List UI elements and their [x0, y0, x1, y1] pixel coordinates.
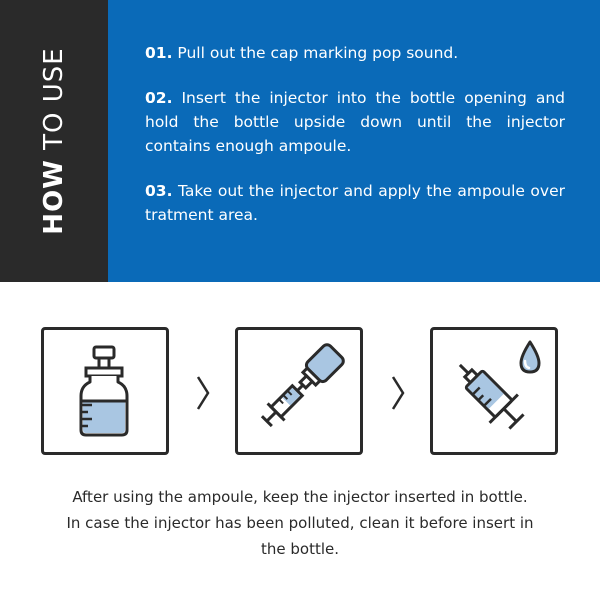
bottle-with-injector-icon [238, 330, 360, 452]
step-text: Insert the injector into the bottle opening and hold the bottle upside down until the injector contains enough ampoule. [145, 89, 565, 155]
step-2-illustration [235, 327, 363, 455]
step-text: Pull out the cap marking pop sound. [172, 44, 459, 62]
step-text: Take out the injector and apply the ampoule over tratment area. [145, 182, 565, 224]
caption-line-3: the bottle. [260, 540, 339, 558]
step-1 [145, 41, 565, 65]
injector-with-drop-icon [433, 330, 555, 452]
step-3-illustration [430, 327, 558, 455]
caption-line-1: After using the ampoule, keep the injector inserted in bottle. [72, 488, 528, 506]
caption [30, 484, 570, 562]
chevron-right-icon [390, 375, 406, 415]
step-number: 01. [145, 44, 173, 62]
sidebar-title-bold: HOW [39, 159, 69, 235]
chevron-right-icon [195, 375, 211, 415]
sidebar [0, 0, 108, 282]
step-number: 02. [145, 89, 173, 107]
sidebar-title [39, 47, 69, 234]
how-to-use-panel [0, 0, 600, 282]
steps-list [145, 41, 565, 248]
bottle-icon [44, 330, 166, 452]
step-3 [145, 179, 565, 227]
caption-line-2: In case the injector has been polluted, clean it before insert in [66, 514, 534, 532]
step-1-illustration [41, 327, 169, 455]
step-2 [145, 86, 565, 158]
step-number: 03. [145, 182, 173, 200]
sidebar-title-rest: TO USE [39, 47, 69, 160]
